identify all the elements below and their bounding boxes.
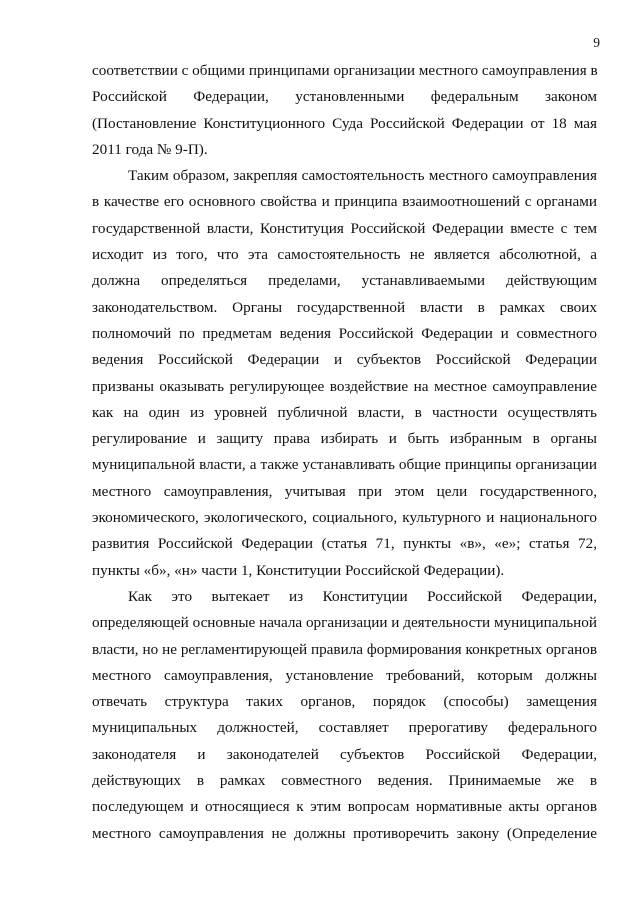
text-line: должна определяться пределами, устанавливаемыми действующим [92,272,597,290]
text-line: местного самоуправления, установление требований, которым должны [92,666,597,684]
text-line: экономического, экологического, социального, культурного и национального [92,509,597,527]
text-line: отвечать структура таких органов, порядок (способы) замещения [92,693,597,711]
text-line: власти, но не регламентирующей правила формирования конкретных органов [92,640,597,658]
text-line: в качестве его основного свойства и принципа взаимоотношений с органами [92,193,597,211]
text-line: как на один из уровней публичной власти, в частности осуществлять [92,403,597,421]
page-number: 9 [593,35,600,50]
text-line: развития Российской Федерации (статья 71, пункты «в», «е»; статья 72, [92,535,597,553]
text-line: местного самоуправления не должны противоречить закону (Определение [92,824,597,842]
text-line: ведения Российской Федерации и субъектов Российской Федерации [92,351,597,369]
text-line: исходит из того, что эта самостоятельность не является абсолютной, а [92,246,597,264]
text-line: законодательством. Органы государственной власти в рамках своих [92,298,597,316]
text-line: последующем и относящиеся к этим вопросам нормативные акты органов [92,798,597,816]
document-text [92,58,597,847]
text-line: (Постановление Конституционного Суда Российской Федерации от 18 мая [92,114,597,132]
text-line: действующих в рамках совместного ведения. Принимаемые же в [92,772,597,790]
text-line: соответствии с общими принципами организации местного самоуправления в [92,62,598,79]
text-line: муниципальной власти, а также устанавливать общие принципы организации [92,456,597,474]
text-line: государственной власти, Конституция Российской Федерации вместе с тем [92,219,597,237]
text-line: 2011 года № 9-П). [92,140,208,158]
text-line: Как это вытекает из Конституции Российской Федерации, [128,587,597,605]
text-line: Таким образом, закрепляя самостоятельность местного самоуправления [128,167,597,185]
text-line: местного самоуправления, учитывая при этом цели государственного, [92,482,597,500]
text-line: определяющей основные начала организации и деятельности муниципальной [92,614,598,632]
text-line: муниципальных должностей, составляет прерогативу федерального [92,719,597,737]
text-line: призваны оказывать регулирующее воздействие на местное самоуправление [92,377,597,395]
text-line: Российской Федерации, установленными федеральным законом [92,88,597,106]
text-line: полномочий по предметам ведения Российской Федерации и совместного [92,324,597,342]
text-line: законодателя и законодателей субъектов Российской Федерации, [92,745,597,763]
text-line: регулирование и защиту права избирать и быть избранным в органы [92,430,597,448]
text-line: пункты «б», «н» части 1, Конституции Российской Федерации). [92,561,505,579]
